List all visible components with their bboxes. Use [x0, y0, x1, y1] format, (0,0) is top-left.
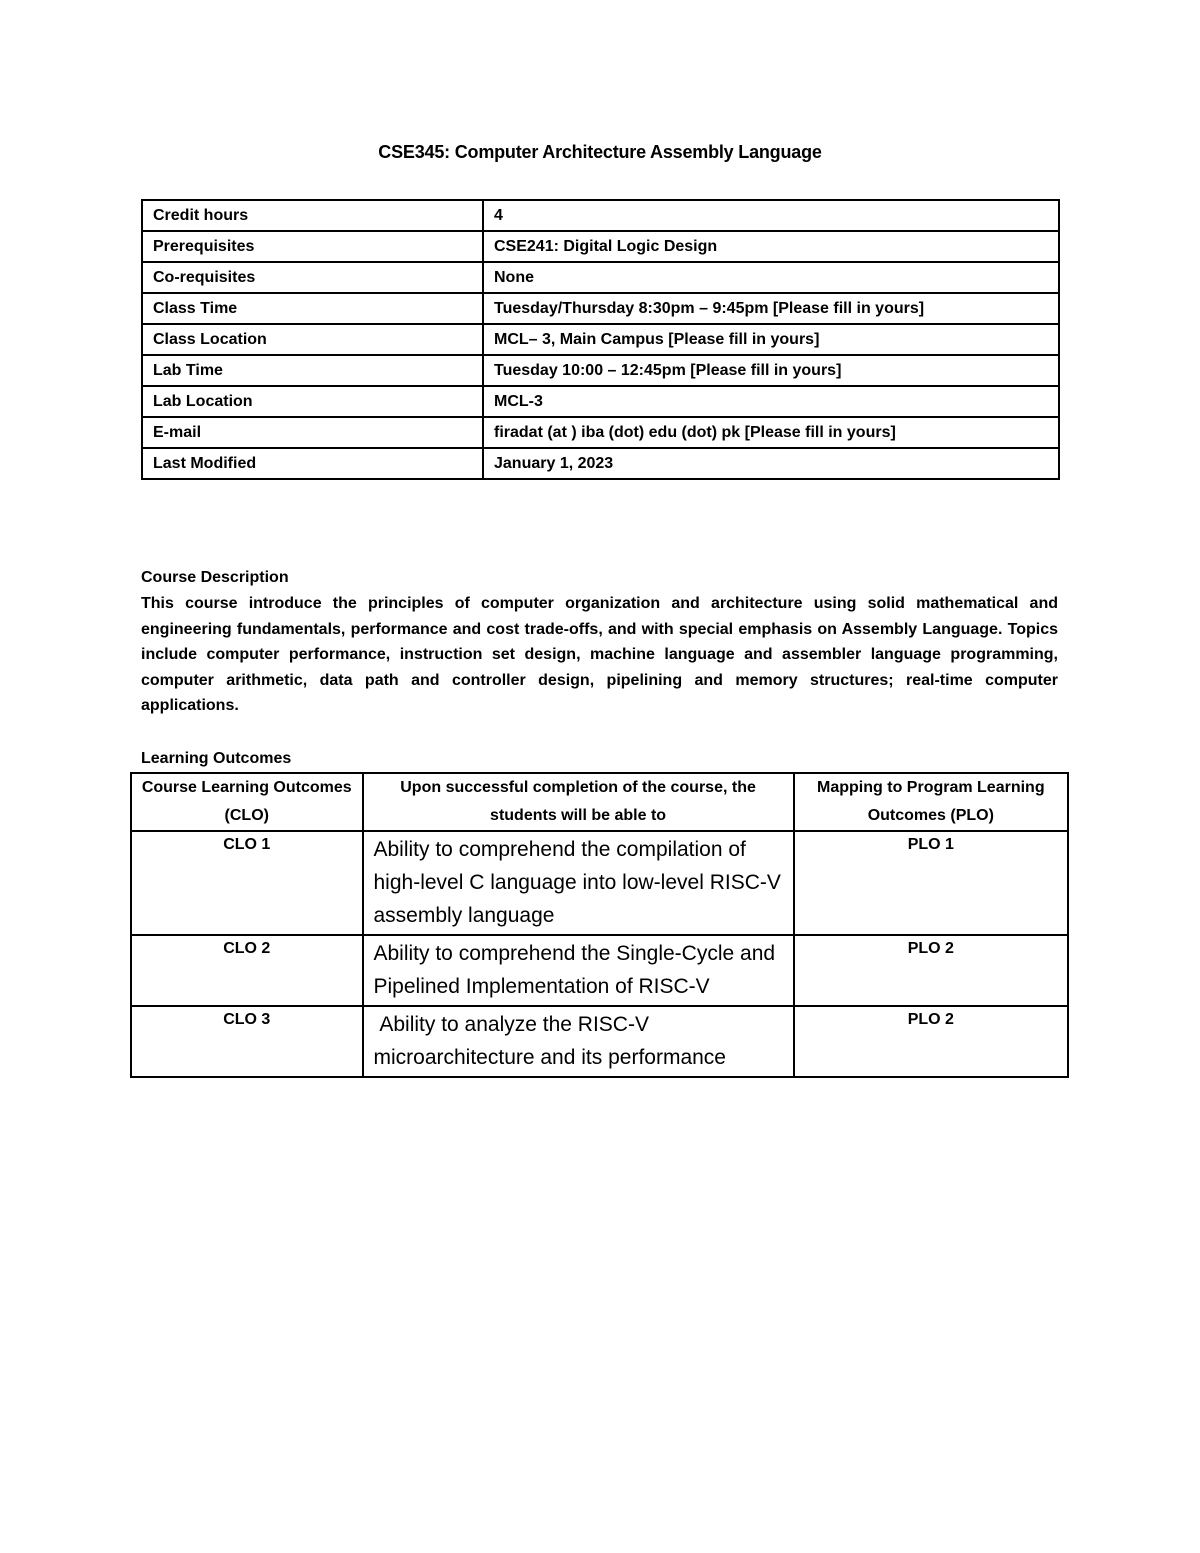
- learning-outcomes-table: [130, 772, 1069, 1078]
- prerequisites-value: CSE241: Digital Logic Design: [483, 231, 1059, 262]
- credit-hours-value: 4: [483, 200, 1059, 231]
- table-row: [131, 831, 1068, 935]
- table-row: [142, 293, 1059, 324]
- class-location-label: Class Location: [142, 324, 483, 355]
- table-row: [142, 231, 1059, 262]
- table-row: [142, 386, 1059, 417]
- email-label: E-mail: [142, 417, 483, 448]
- table-header-row: [131, 773, 1068, 831]
- plo-column-header: Mapping to Program Learning Outcomes (PLO): [794, 773, 1068, 831]
- page-title: CSE345: Computer Architecture Assembly Language: [378, 142, 822, 162]
- clo-description: Ability to analyze the RISC-V microarchitecture and its performance: [363, 1006, 794, 1077]
- email-value: firadat (at ) iba (dot) edu (dot) pk [Please fill in yours]: [483, 417, 1059, 448]
- plo-mapping: PLO 2: [794, 935, 1068, 1006]
- plo-mapping: PLO 2: [794, 1006, 1068, 1077]
- last-modified-label: Last Modified: [142, 448, 483, 479]
- table-row: [142, 417, 1059, 448]
- table-row: [142, 448, 1059, 479]
- plo-mapping: PLO 1: [794, 831, 1068, 935]
- credit-hours-label: Credit hours: [142, 200, 483, 231]
- lab-location-label: Lab Location: [142, 386, 483, 417]
- corequisites-label: Co-requisites: [142, 262, 483, 293]
- clo-code: CLO 1: [131, 831, 363, 935]
- lab-time-label: Lab Time: [142, 355, 483, 386]
- last-modified-value: January 1, 2023: [483, 448, 1059, 479]
- table-row: [131, 1006, 1068, 1077]
- table-row: [142, 324, 1059, 355]
- corequisites-value: None: [483, 262, 1059, 293]
- class-time-label: Class Time: [142, 293, 483, 324]
- clo-code: CLO 2: [131, 935, 363, 1006]
- lab-time-value: Tuesday 10:00 – 12:45pm [Please fill in yours]: [483, 355, 1059, 386]
- table-row: [142, 262, 1059, 293]
- lab-location-value: MCL-3: [483, 386, 1059, 417]
- table-row: [142, 355, 1059, 386]
- class-location-value: MCL– 3, Main Campus [Please fill in yours]: [483, 324, 1059, 355]
- description-column-header: Upon successful completion of the course, the students will be able to: [363, 773, 794, 831]
- clo-code: CLO 3: [131, 1006, 363, 1077]
- course-description-heading: Course Description: [141, 569, 289, 586]
- course-description-text: This course introduce the principles of computer organization and architecture using solid mathematical and engineering fundamentals, performance and cost trade-offs, and with special emphasis on Assembly Language. Topics include computer performance, instruction set design, machine language and assembler language programming, computer arithmetic, data path and controller design, pipelining and memory structures; real-time computer applications.: [141, 595, 1058, 715]
- table-row: [142, 200, 1059, 231]
- learning-outcomes-heading: Learning Outcomes: [141, 750, 292, 767]
- clo-description: Ability to comprehend the Single-Cycle and Pipelined Implementation of RISC-V: [363, 935, 794, 1006]
- table-row: [131, 935, 1068, 1006]
- course-info-table: [141, 199, 1060, 480]
- course-description-section: [141, 565, 1058, 719]
- learning-outcomes-section: [141, 746, 1058, 772]
- class-time-value: Tuesday/Thursday 8:30pm – 9:45pm [Please fill in yours]: [483, 293, 1059, 324]
- clo-column-header: Course Learning Outcomes (CLO): [131, 773, 363, 831]
- prerequisites-label: Prerequisites: [142, 231, 483, 262]
- clo-description: Ability to comprehend the compilation of high-level C language into low-level RISC-V assembly language: [363, 831, 794, 935]
